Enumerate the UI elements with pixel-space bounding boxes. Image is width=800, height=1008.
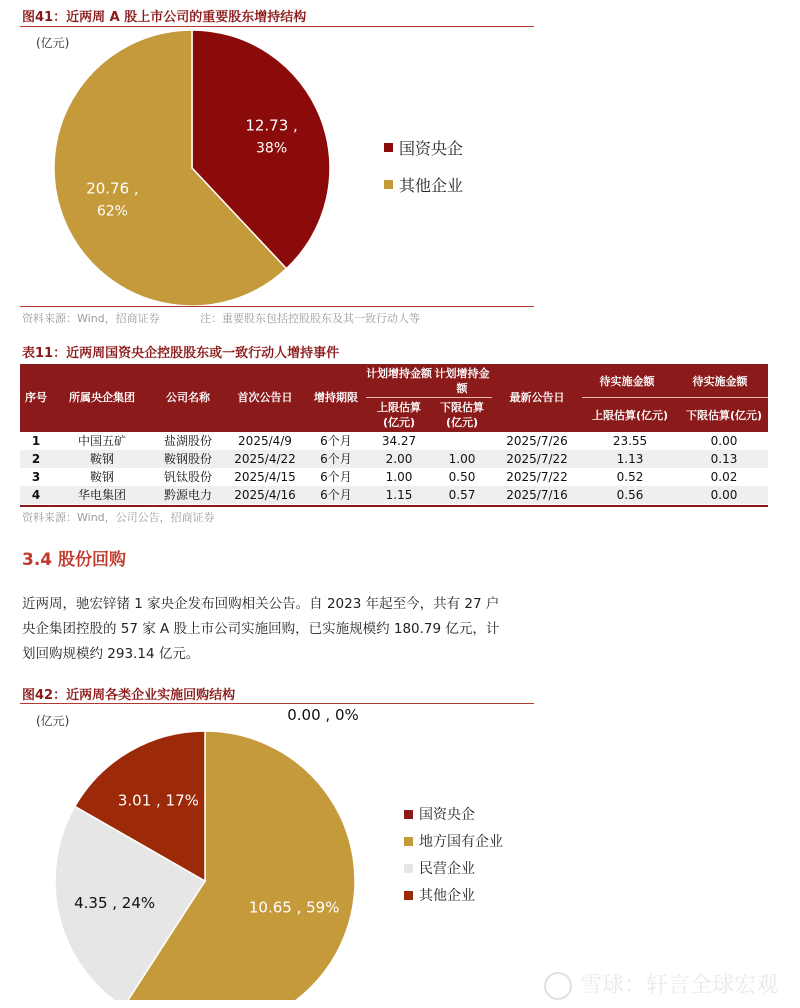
legend-item: [404, 885, 503, 905]
th-plan-amount: 计划增持金额: [366, 367, 432, 380]
legend-swatch: [404, 891, 413, 900]
cell-upper: 34.27: [381, 434, 417, 448]
th-lower-unit: (亿元): [445, 416, 479, 429]
watermark: [544, 968, 778, 1000]
cell-company: 钒钛股份: [163, 470, 212, 484]
cell-pend-upper: 23.55: [612, 434, 648, 448]
cell-upper: 1.00: [385, 470, 413, 484]
legend-label: 国资央企: [419, 807, 475, 823]
th-company: 公司名称: [166, 391, 210, 404]
cell-period: 6个月: [320, 470, 352, 484]
legend-swatch: [404, 864, 413, 873]
cell-seq: 3: [31, 470, 41, 484]
legend-label: 其他企业: [399, 176, 464, 195]
pie-data-label: 4.35 , 24%: [74, 893, 156, 912]
pie-value-label: 20.76 ,: [86, 179, 139, 198]
fig41-note: 注：重要股东包括控股股东及其一致行动人等: [200, 312, 420, 325]
fig41-title: 图41：近两周 A 股上市公司的重要股东增持结构: [22, 10, 307, 25]
paragraph-line: 央企集团控股的 57 家 A 股上市公司实施回购，已实施规模约 180.79 亿元，计: [22, 621, 500, 637]
section-heading: 3.4 股份回购: [22, 550, 127, 570]
pie-data-label: 3.01 , 17%: [117, 791, 199, 810]
th-plan-divider: [366, 397, 492, 398]
pie-data-label: 10.65 , 59%: [248, 898, 340, 917]
cell-pend-lower: 0.00: [710, 488, 738, 502]
legend-item: [404, 831, 503, 851]
th-lower: 下限估算: [440, 401, 484, 414]
cell-lower: 0.57: [448, 488, 476, 502]
th-pending-divider: [582, 397, 768, 398]
cell-lower: 0.50: [448, 470, 476, 484]
cell-latest-date: 2025/7/22: [506, 470, 568, 484]
cell-first-date: 2025/4/9: [238, 434, 292, 448]
legend-item: [404, 804, 503, 824]
cell-period: 6个月: [320, 452, 352, 466]
cell-company: 黔源电力: [163, 488, 212, 502]
watermark-text: 雪球：轩言全球宏观: [579, 973, 778, 998]
cell-latest-date: 2025/7/16: [506, 488, 568, 502]
cell-pend-lower: 0.02: [710, 470, 738, 484]
cell-lower: 1.00: [448, 452, 476, 466]
cell-period: 6个月: [320, 488, 352, 502]
th-first-date: 首次公告日: [237, 391, 293, 404]
cell-first-date: 2025/4/15: [234, 470, 296, 484]
legend-item: [404, 858, 503, 878]
table-row: [20, 468, 768, 486]
th-pending-upper: 上限估算(亿元): [591, 409, 669, 422]
legend-swatch: [384, 180, 393, 189]
pie-data-label: 0.00 , 0%: [287, 706, 359, 724]
snowball-logo-icon: [544, 972, 572, 1000]
cell-pend-lower: 0.13: [710, 452, 738, 466]
cell-group: 华电集团: [77, 488, 126, 502]
fig42-unit: (亿元): [36, 714, 70, 728]
cell-upper: 2.00: [385, 452, 413, 466]
th-latest-date: 最新公告日: [509, 391, 565, 404]
cell-upper: 1.15: [385, 488, 413, 502]
th-upper: 上限估算: [377, 401, 421, 414]
legend-label: 地方国有企业: [419, 834, 503, 850]
cell-seq: 4: [31, 488, 41, 502]
fig41-pie-chart: [0, 0, 560, 310]
paragraph-line: 近两周，驰宏锌锗 1 家央企发布回购相关公告。自 2023 年起至今，共有 27 户: [22, 596, 500, 612]
cell-latest-date: 2025/7/22: [506, 452, 568, 466]
legend-swatch: [404, 837, 413, 846]
th-pending-lower: 下限估算(亿元): [685, 409, 763, 422]
fig42-legend: [404, 804, 503, 912]
pie-percent-label: 62%: [96, 203, 128, 220]
legend-label: 其他企业: [419, 888, 475, 904]
fig41-unit: (亿元): [36, 36, 70, 50]
cell-pend-lower: 0.00: [710, 434, 738, 448]
legend-label: 民营企业: [419, 861, 475, 877]
section-paragraph: [22, 592, 542, 667]
table11-header: [20, 364, 768, 432]
pie-percent-label: 38%: [256, 140, 288, 157]
table11-title: 表11：近两周国资央企控股股东或一致行动人增持事件: [22, 346, 340, 361]
th-pending-amount-2: 待实施金额: [692, 375, 748, 388]
paragraph-line: 划回购规模约 293.14 亿元。: [22, 646, 200, 662]
cell-first-date: 2025/4/22: [234, 452, 296, 466]
table-row: [20, 432, 768, 450]
cell-pend-upper: 0.56: [616, 488, 644, 502]
fig41-source: 资料来源：Wind，招商证券: [22, 312, 160, 325]
cell-company: 鞍钢股份: [163, 452, 212, 466]
fig42-title: 图42：近两周各类企业实施回购结构: [22, 688, 236, 703]
cell-period: 6个月: [320, 434, 352, 448]
legend-swatch: [384, 143, 393, 152]
th-period: 增持期限: [314, 391, 358, 404]
fig41-legend: [384, 136, 463, 210]
pie-value-label: 12.73 ,: [245, 116, 298, 135]
legend-label: 国资央企: [399, 139, 464, 158]
cell-seq: 2: [31, 452, 41, 466]
cell-group: 中国五矿: [77, 434, 126, 448]
cell-latest-date: 2025/7/26: [506, 434, 568, 448]
table11-bottom-rule: [20, 505, 768, 507]
th-group: 所属央企集团: [69, 391, 135, 404]
cell-first-date: 2025/4/16: [234, 488, 296, 502]
legend-swatch: [404, 810, 413, 819]
table-row: [20, 450, 768, 468]
table11-source: 资料来源：Wind，公司公告，招商证券: [22, 511, 215, 524]
fig41-bottom-rule: [20, 306, 534, 307]
cell-seq: 1: [31, 434, 41, 448]
table-row: [20, 486, 768, 504]
th-plan-amount-2: 计划增持金额: [434, 367, 490, 395]
th-pending-amount: 待实施金额: [599, 375, 655, 388]
cell-pend-upper: 1.13: [616, 452, 644, 466]
th-seq: 序号: [25, 391, 47, 404]
th-upper-unit: (亿元): [382, 416, 416, 429]
cell-group: 鞍钢: [89, 452, 114, 466]
legend-item: [384, 136, 463, 159]
legend-item: [384, 173, 463, 196]
cell-pend-upper: 0.52: [616, 470, 644, 484]
cell-group: 鞍钢: [89, 470, 114, 484]
cell-company: 盐湖股份: [163, 434, 212, 448]
